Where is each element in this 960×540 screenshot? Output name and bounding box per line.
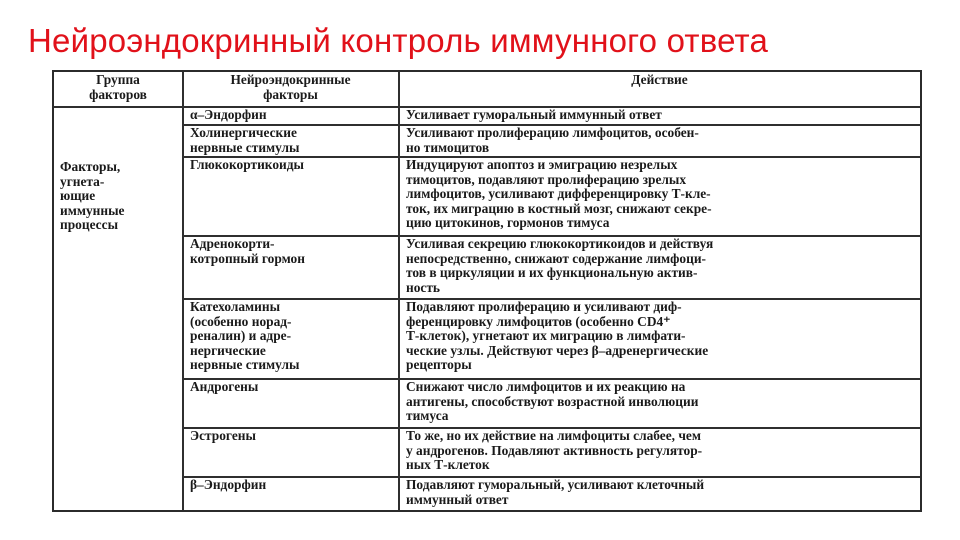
factor-cell: Холинергические нервные стимулы [190, 126, 300, 155]
action-cell: Подавляют гуморальный, усиливают клеточный иммунный ответ [406, 478, 705, 507]
header-factors: Нейроэндокринные факторы [230, 73, 351, 102]
factor-cell: Глюкокортикоиды [190, 158, 304, 172]
header-group: Группа факторов [89, 73, 147, 102]
factor-cell: Андрогены [190, 380, 259, 394]
factor-cell: α–Эндорфин [190, 108, 267, 122]
factor-cell: Катехоламины (особенно норад- реналин) и адре- нергические нервные стимулы [190, 300, 300, 373]
factor-cell: β–Эндорфин [190, 478, 267, 492]
action-cell: Подавляют пролиферацию и усиливают диф- ференцировку лимфоцитов (особенно CD4⁺ Т-клеток), угнетают их миграцию в лимфати- ческие узлы. Действуют через β–адренергические рецепторы [406, 300, 709, 373]
action-cell: То же, но их действие на лимфоциты слабее, чем у андрогенов. Подавляют активность регулятор- ных Т-клеток [406, 429, 703, 473]
slide-title: Нейроэндокринный контроль иммунного ответа [28, 22, 769, 59]
table-rule [398, 72, 400, 510]
header-action: Действие [631, 73, 688, 87]
action-cell: Усиливая секрецию глюкокортикоидов и действуя непосредственно, снижают содержание лимфоци- тов в циркуляции и их функциональную актив- ность [406, 237, 714, 295]
group-label: Факторы, угнета- ющие иммунные процессы [60, 160, 125, 233]
factor-cell: Эстрогены [190, 429, 256, 443]
action-cell: Усиливают пролиферацию лимфоцитов, особен- но тимоцитов [406, 126, 699, 155]
factors-table [52, 70, 922, 512]
action-cell: Усиливает гуморальный иммунный ответ [406, 108, 662, 122]
action-cell: Индуцируют апоптоз и эмиграцию незрелых тимоцитов, подавляют пролиферацию зрелых лимфоцитов, усиливают дифференцировку Т-кле- ток, их миграцию в костный мозг, снижают секре- цию цитокинов, гормонов тимуса [406, 158, 712, 231]
table-rule [182, 72, 184, 510]
factor-cell: Адренокорти- котропный гормон [190, 237, 305, 266]
action-cell: Снижают число лимфоцитов и их реакцию на антигены, способствуют возрастной инволюции тимуса [406, 380, 699, 424]
